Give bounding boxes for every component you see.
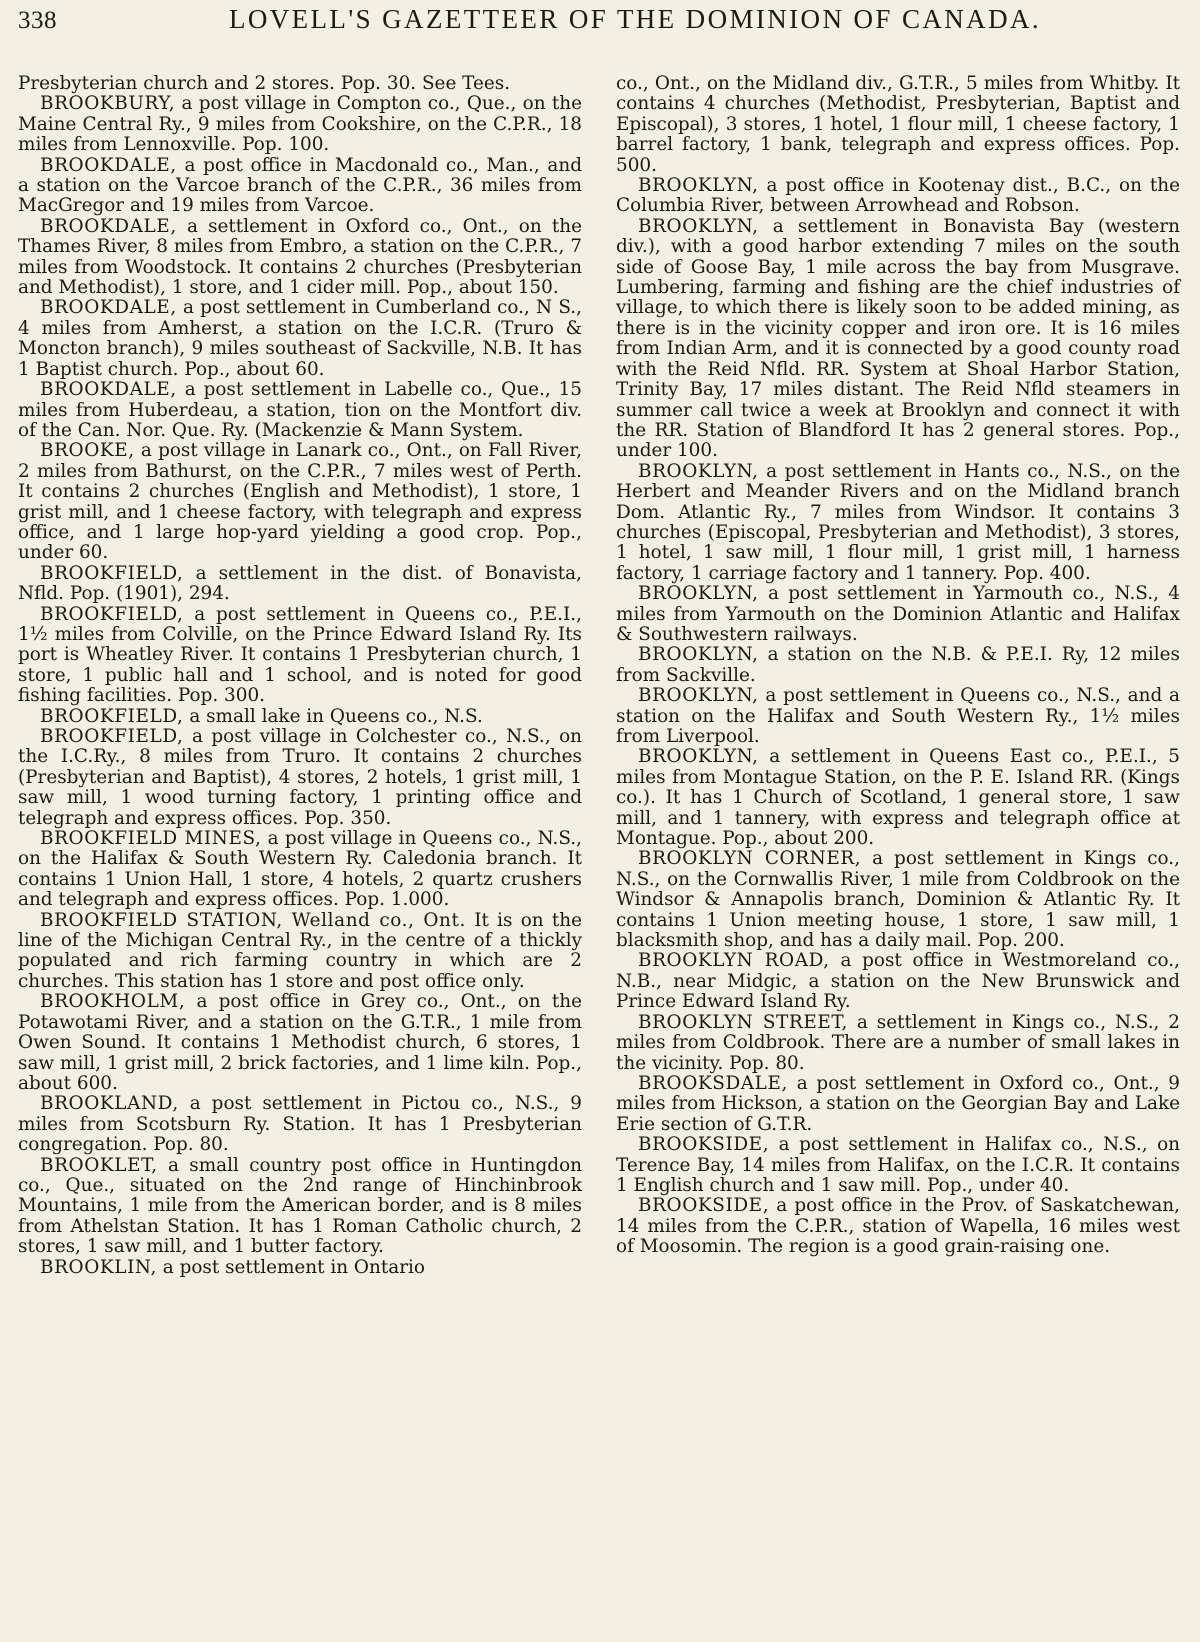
gazetteer-entry [18, 217, 582, 299]
entry-text: a post settlement in Kings co., N.S., on the Cornwallis River, 1 mile from Coldbrook on the Windsor & Annapolis branch, Dominion & Atlantic Ry. It contains 1 Union meeting house, 1 store, 1 saw mill, 1 blacksmith shop, and has a daily mail. Pop. 200. [616, 848, 1180, 952]
entry-text: a post settlement in Halifax co., N.S., on Terence Bay, 14 miles from Halifax, on the I.C.R. It contains 1 English church and 1 saw mill. Pop., under 40. [616, 1134, 1180, 1196]
entry-headword: BROOKSDALE, [638, 1072, 788, 1094]
entry-text: a settlement in the dist. of Bonavista, Nfld. Pop. (1901), 294. [18, 562, 582, 605]
gazetteer-entry [616, 645, 1180, 686]
entry-headword: BROOKFIELD, [40, 603, 184, 625]
entry-headword: BROOKSIDE, [638, 1134, 770, 1156]
gazetteer-entry [616, 951, 1180, 1012]
entry-text: a post settlement in Hants co., N.S., on the Herbert and Meander Rivers and on the Midland branch Dom. Atlantic Ry., 7 miles from Windsor. It contains 3 churches (Episcopal, Presbyterian and Methodist), 3 stores, 1 hotel, 1 saw mill, 1 flour mill, 1 grist mill, 1 harness factory, 1 carriage factory and 1 tannery. Pop. 400. [616, 460, 1180, 584]
gazetteer-entry [18, 992, 582, 1094]
entry-headword: BROOKSIDE, [638, 1195, 770, 1217]
page-number: 338 [18, 7, 57, 34]
running-head [18, 4, 1180, 44]
left-column [18, 74, 582, 1636]
gazetteer-entry [616, 74, 1180, 176]
entry-text: a small lake in Queens co., N.S. [189, 705, 483, 727]
entry-headword: BROOKLYN, [638, 215, 759, 237]
gazetteer-entry [616, 849, 1180, 951]
gazetteer-entry [18, 74, 582, 94]
entry-text: a post office in the Prov. of Saskatchewan, 14 miles from the C.P.R., station of Wapella, 16 miles west of Moosomin. The region is a good grain-raising one. [616, 1195, 1180, 1258]
entry-text: a post settlement in Yarmouth co., N.S., 4 miles from Yarmouth on the Dominion Atlantic and Halifax & Southwestern railways. [616, 583, 1180, 645]
gazetteer-entry [616, 747, 1180, 849]
entry-text: a post settlement in Labelle co., Que., 15 miles from Huberdeau, a station, tion on the Montfort div. of the Can. Nor. Que. Ry. (Mackenzie & Mann System. [18, 379, 582, 441]
entry-text: a post settlement in Oxford co., Ont., 9 miles from Hickson, a station on the Georgian Bay and Lake Erie section of G.T.R. [616, 1072, 1180, 1135]
gazetteer-entry [616, 1074, 1180, 1135]
gazetteer-entry [18, 911, 582, 993]
gazetteer-entry [616, 176, 1180, 217]
gazetteer-entry [616, 217, 1180, 462]
entry-headword: BROOKLYN, [638, 644, 759, 666]
running-title: LOVELL'S GAZETTEER OF THE DOMINION OF CANADA. [228, 4, 1042, 34]
entry-headword: BROOKLYN STREET, [638, 1011, 848, 1033]
entry-headword: BROOKDALE, [40, 297, 177, 319]
entry-headword: BROOKLYN, [638, 583, 759, 605]
gazetteer-entry [616, 584, 1180, 645]
entry-text: a post office in Westmoreland co., N.B., near Midgic, a station on the New Brunswick and Prince Edward Island Ry. [616, 950, 1180, 1013]
entry-text: a settlement in Queens East co., P.E.I., 5 miles from Montague Station, on the P. E. Island RR. (Kings co.). It has 1 Church of Scotland, 1 general store, 1 saw mill, and 1 tannery, with express and telegraph office at Montague. Pop., about 200. [616, 746, 1180, 850]
gazetteer-entry [18, 94, 582, 155]
entry-text: a settlement in Kings co., N.S., 2 miles from Coldbrook. There are a number of small lakes in the vicinity. Pop. 80. [616, 1011, 1180, 1074]
gazetteer-entry [616, 686, 1180, 747]
gazetteer-entry [18, 1258, 582, 1278]
entry-headword: BROOKLAND, [40, 1093, 179, 1115]
entry-text: It is on the line of the Michigan Central Ry., in the centre of a thickly populated and rich farming country in which are 2 churches. This station has 1 store and post office only. [18, 909, 582, 992]
right-column [616, 74, 1180, 1636]
entry-text: Presbyterian church and 2 stores. Pop. 30. See Tees. [18, 73, 511, 94]
gazetteer-entry [18, 727, 582, 829]
gazetteer-entry [18, 441, 582, 563]
entry-text: co., Ont., on the Midland div., G.T.R., 5 miles from Whitby. It contains 4 churches (Methodist, Presbyterian, Baptist and Episcopal), 3 stores, 1 hotel, 1 flour mill, 1 cheese factory, 1 barrel factory, 1 bank, telegraph and express offices. Pop. 500. [616, 73, 1180, 176]
entry-text: a post settlement in Queens co., N.S., and a station on the Halifax and South Western Ry., 1½ miles from Liverpool. [616, 685, 1180, 747]
entry-text: a station on the N.B. & P.E.I. Ry, 12 miles from Sackville. [616, 644, 1180, 686]
gazetteer-entry [18, 605, 582, 707]
entry-text: a post village in Compton co., Que., on the Maine Central Ry., 9 miles from Cookshire, on the C.P.R., 18 miles from Lennoxville. Pop. 100. [18, 93, 582, 156]
gazetteer-entry [616, 1196, 1180, 1257]
gazetteer-entry [18, 156, 582, 217]
gazetteer-entry [18, 380, 582, 441]
entry-headword: BROOKFIELD MINES, [40, 828, 262, 850]
gazetteer-entry [18, 564, 582, 605]
entry-text: a small country post office in Huntingdon co., Que., situated on the 2nd range of Hinchinbrook Mountains, 1 mile from the American border, and is 8 miles from Athelstan Station. It has 1 Roman Catholic church, 2 stores, 1 saw mill, and 1 butter factory. [18, 1154, 582, 1258]
gazetteer-entry [616, 462, 1180, 584]
entry-headword: BROOKLYN, [638, 746, 759, 768]
entry-text: a settlement in Bonavista Bay (western div.), with a good harbor extending 7 miles on the south side of Goose Bay, 1 mile across the bay from Musgrave. Lumbering, farming and fishing are the chief industries of village, to which there is likely soon to be added mining, as there is in the vicinity copper and iron ore. It is 16 miles from Indian Arm, and it is connected by a good county road with the Reid Nfld. RR. System at Shoal Harbor Station, Trinity Bay, 17 miles distant. The Reid Nfld steamers in summer call twice a week at Brooklyn and connect it with the RR. Station of Blandford It has 2 general stores. Pop., under 100. [616, 215, 1180, 462]
entry-text: a post settlement in Pictou co., N.S., 9 miles from Scotsburn Ry. Station. It has 1 Presbyterian congregation. Pop. 80. [18, 1093, 582, 1156]
entry-text: a post settlement in Queens co., P.E.I., 1½ miles from Colville, on the Prince Edward Island Ry. Its port is Wheatley River. It contains 1 Presbyterian church, 1 store, 1 public hall and 1 school, and is noted for good fishing facilities. Pop. 300. [18, 603, 582, 707]
gazetteer-entry [616, 1013, 1180, 1074]
gazetteer-entry [18, 1094, 582, 1155]
entry-headword: BROOKLIN, [40, 1256, 157, 1278]
entry-headword: BROOKLYN, [638, 460, 759, 482]
entry-headword: BROOKFIELD STATION, Welland co., Ont. [40, 909, 466, 931]
entry-text: a post settlement in Ontario [162, 1256, 425, 1278]
entry-text: a settlement in Oxford co., Ont., on the Thames River, 8 miles from Embro, a station on the C.P.R., 7 miles from Woodstock. It contains 2 churches (Presbyterian and Methodist), 1 store, and 1 cider mill. Pop., about 150. [18, 215, 582, 299]
entry-text: a post office in Grey co., Ont., on the Potawotami River, and a station on the G.T.R., 1 mile from Owen Sound. It contains 1 Methodist church, 6 stores, 1 saw mill, 1 grist mill, 2 brick factories, and 1 lime kiln. Pop., about 600. [18, 991, 582, 1094]
entry-headword: BROOKBURY, [40, 93, 176, 115]
gazetteer-entry [18, 298, 582, 380]
entry-headword: BROOKLYN, [638, 685, 759, 707]
entry-headword: BROOKLYN ROAD, [638, 950, 830, 972]
gazetteer-entry [18, 1156, 582, 1258]
gazetteer-entry [18, 829, 582, 911]
entry-text: a post office in Kootenay dist., B.C., on the Columbia River, between Arrowhead and Robson. [616, 175, 1180, 217]
entry-headword: BROOKDALE, [40, 379, 177, 401]
entry-headword: BROOKDALE, [40, 215, 177, 237]
entry-headword: BROOKLYN CORNER, [638, 848, 862, 870]
entry-headword: BROOKFIELD, [40, 562, 184, 584]
entry-text: a post village in Lanark co., Ont., on Fall River, 2 miles from Bathurst, on the C.P.R., 7 miles west of Perth. It contains 2 churches (English and Methodist), 1 store, 1 grist mill, and 1 cheese factory, with telegraph and express office, and 1 large hop-yard yielding a good crop. Pop., under 60. [18, 440, 582, 564]
gazetteer-entry [616, 1135, 1180, 1196]
entry-headword: BROOKFIELD, [40, 726, 184, 747]
entry-headword: BROOKHOLM, [40, 991, 186, 1013]
entry-headword: BROOKE, [40, 440, 135, 462]
entry-text: a post village in Colchester co., N.S., on the I.C.Ry., 8 miles from Truro. It contains 2 churches (Presbyterian and Baptist), 4 stores, 2 hotels, 1 grist mill, 1 saw mill, 1 wood turning factory, 1 printing office and telegraph and express offices. Pop. 350. [18, 726, 582, 829]
entry-text: a post office in Macdonald co., Man., and a station on the Varcoe branch of the C.P.R., 36 miles from MacGregor and 19 miles from Varcoe. [18, 154, 582, 217]
entry-headword: BROOKDALE, [40, 154, 177, 176]
entry-headword: BROOKLET, [40, 1154, 158, 1176]
entry-headword: BROOKFIELD, [40, 705, 184, 727]
entry-text: a post settlement in Cumberland co., N S., 4 miles from Amherst, a station on the I.C.R. (Truro & Moncton branch), 9 miles southeast of Sackville, N.B. It has 1 Baptist church. Pop., about 60. [18, 297, 582, 380]
gazetteer-entry [18, 707, 582, 727]
entry-headword: BROOKLYN, [638, 175, 759, 197]
text-columns [18, 74, 1180, 1636]
entry-text: a post village in Queens co., N.S., on the Halifax & South Western Ry. Caledonia branch. It contains 1 Union Hall, 1 store, 4 hotels, 2 quartz crushers and telegraph and express offices. Pop. 1.000. [18, 828, 582, 911]
